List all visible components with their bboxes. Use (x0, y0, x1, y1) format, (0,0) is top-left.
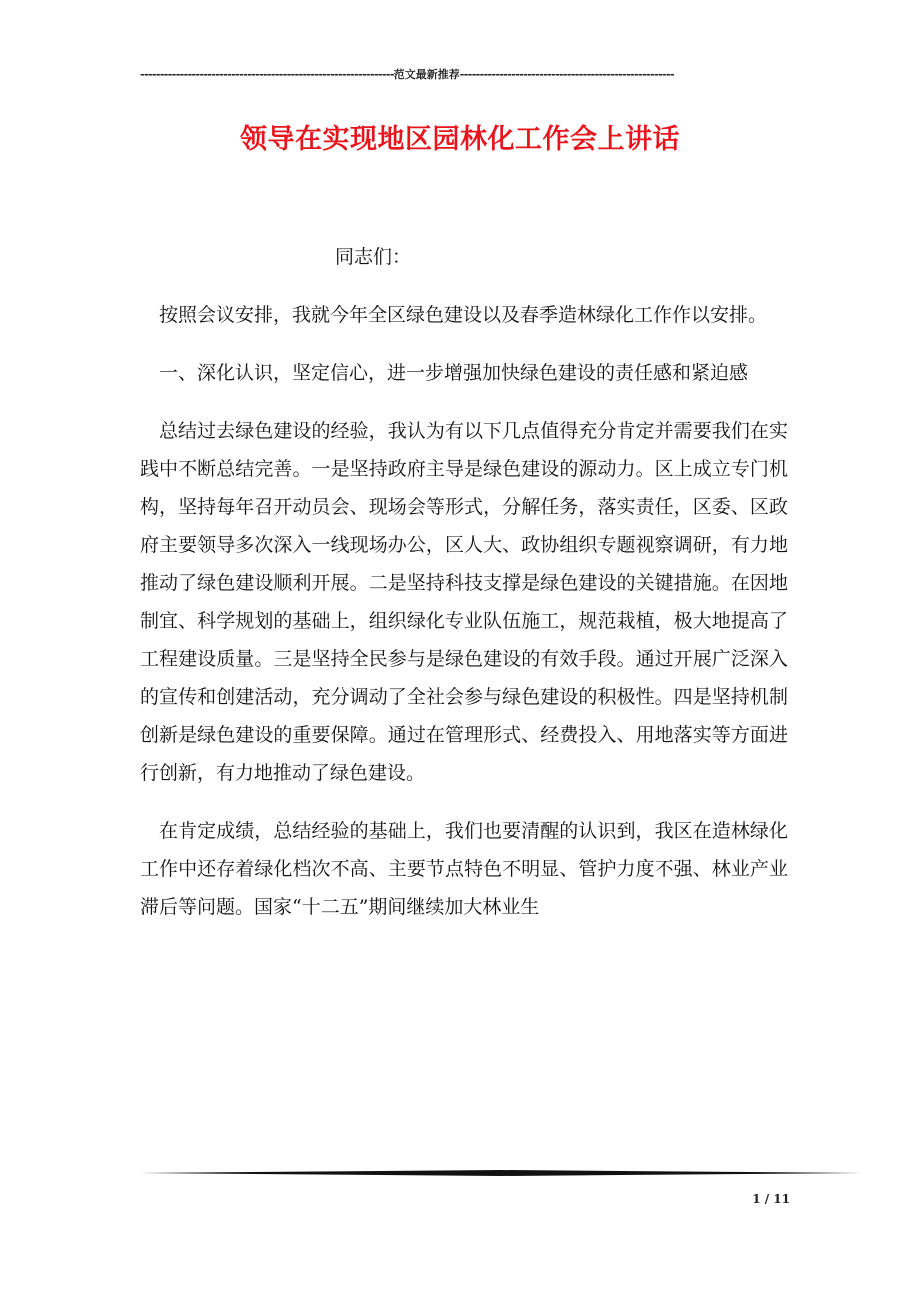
section-heading-1: 一、深化认识，坚定信心，进一步增强加快绿色建设的责任感和紧迫感 (159, 362, 749, 384)
paragraph-intro: 按照会议安排，我就今年全区绿色建设以及春季造林绿化工作作以安排。 (159, 304, 768, 326)
page-number: 1 / 11 (752, 1192, 790, 1206)
header-dashes-left: ---------------------------------------------------------------- (140, 68, 394, 81)
paragraph-problems: 在肯定成绩，总结经验的基础上，我们也要清醒的认识到，我区在造林绿化工作中还存着绿化档次不高、主要节点特色不明显、管护力度不强、林业产业滞后等问题。国家“十二五”期间继续加大林业生 (140, 820, 788, 918)
running-header (140, 68, 768, 82)
footer-rule (140, 1170, 862, 1176)
header-dashes-right: ------------------------------------------------------ (459, 68, 674, 81)
document-title: 领导在实现地区园林化工作会上讲话 (240, 124, 680, 155)
header-label: 范文最新推荐 (393, 68, 460, 81)
document-body (140, 238, 788, 946)
paragraph-experience: 总结过去绿色建设的经验，我认为有以下几点值得充分肯定并需要我们在实践中不断总结完善。一是坚持政府主导是绿色建设的源动力。区上成立专门机构，坚持每年召开动员会、现场会等形式，分解任务，落实责任，区委、区政府主要领导多次深入一线现场办公，区人大、政协组织专题视察调研，有力地推动了绿色建设顺利开展。二是坚持科技支撑是绿色建设的关键措施。在因地制宜、科学规划的基础上，组织绿化专业队伍施工，规范栽植，极大地提高了工程建设质量。三是坚持全民参与是绿色建设的有效手段。通过开展广泛深入的宣传和创建活动，充分调动了全社会参与绿色建设的积极性。四是坚持机制创新是绿色建设的重要保障。通过在管理形式、经费投入、用地落实等方面进行创新，有力地推动了绿色建设。 (140, 420, 788, 784)
greeting: 同志们： (335, 246, 412, 268)
